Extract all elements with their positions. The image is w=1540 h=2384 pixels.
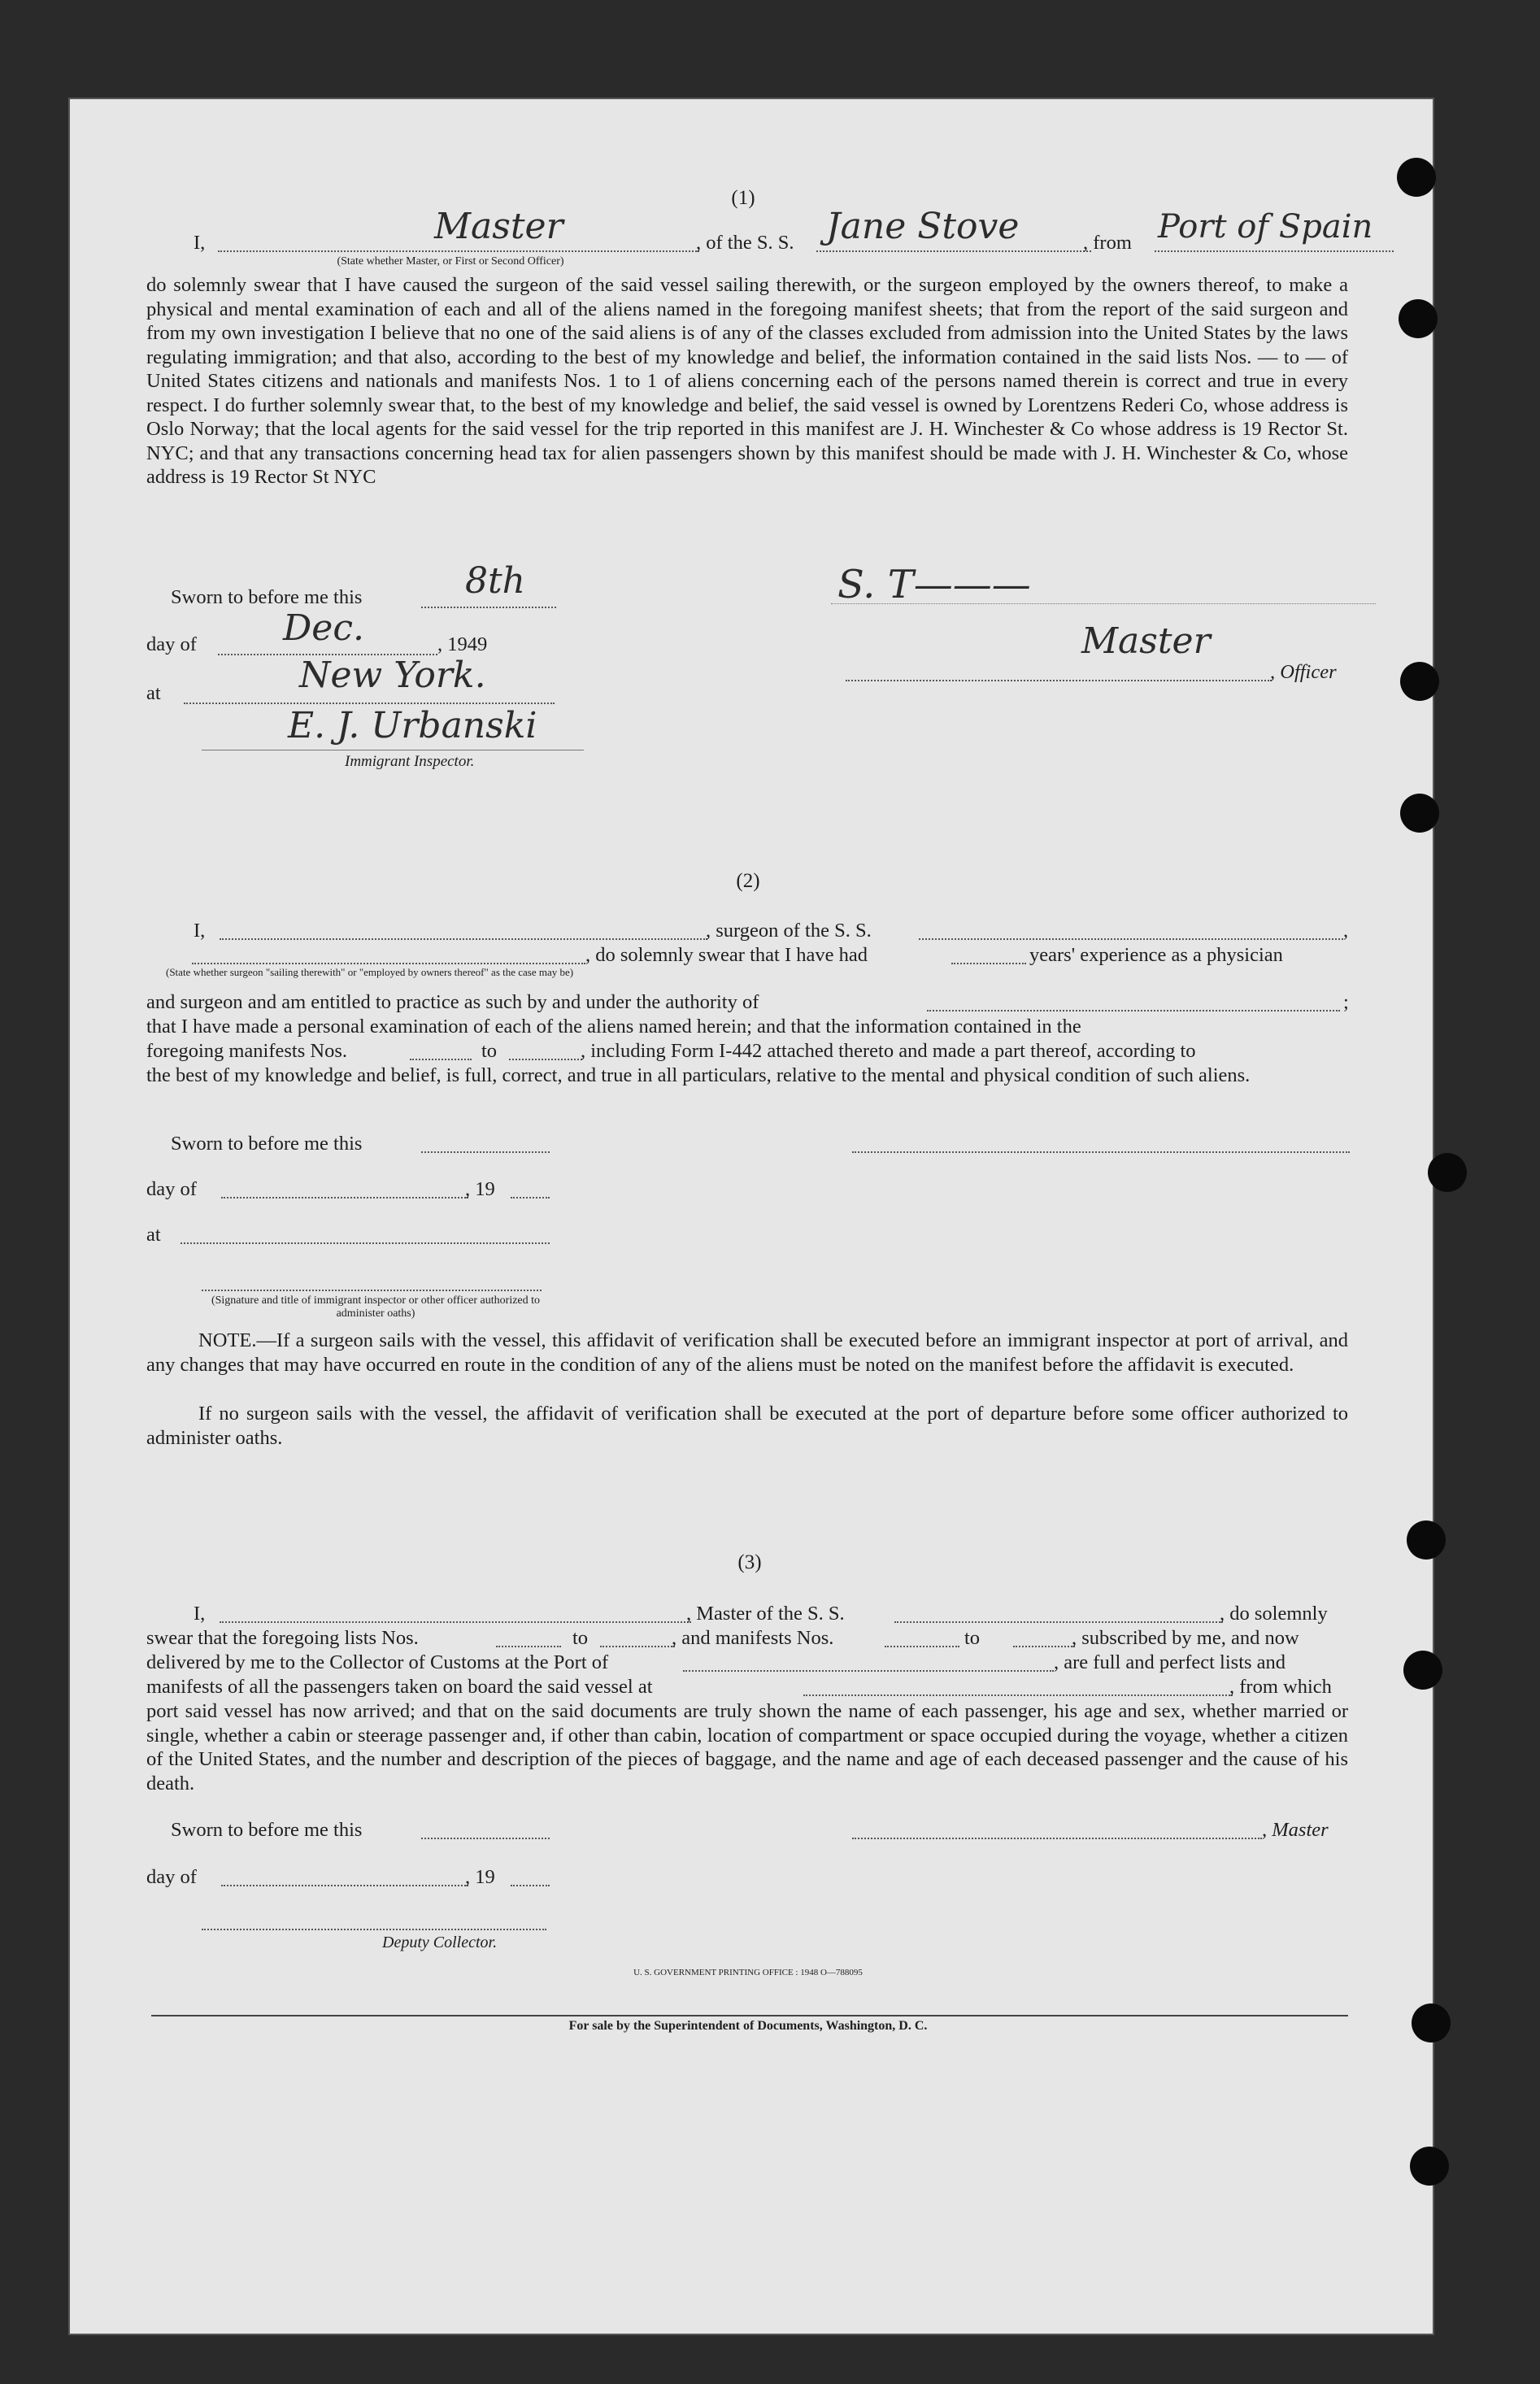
- note-text-1: —If a surgeon sails with the vessel, this affidavit of verification shall be executed before an immigrant inspector at port of arrival, and any changes that may have occurred en route in the condition of any of the aliens must be noted on the manifest before the affidavit is executed.: [146, 1329, 1348, 1376]
- inspector-signature: E. J. Urbanski: [288, 705, 537, 746]
- vessel-name-line: [816, 250, 1091, 252]
- s3-line1-prefix: I,: [194, 1603, 206, 1625]
- authority-line: [927, 1010, 1340, 1011]
- inspector-signature-note: (Signature and title of immigrant inspector or other officer authorized to administer oaths): [211, 1294, 541, 1320]
- officer-title-handwriting: Master: [1081, 620, 1211, 662]
- s2-line4: that I have made a personal examination of each of the aliens named herein; and that the information contained in the: [146, 1016, 1081, 1038]
- s3-master-signature-line: [852, 1838, 1262, 1839]
- s2-month-line: [221, 1197, 468, 1199]
- s3-vessel-line: [894, 1621, 1223, 1623]
- s3-month-line: [221, 1885, 468, 1886]
- sworn-place-handwriting: New York.: [299, 655, 486, 696]
- surgeon-name-line: [220, 938, 707, 940]
- s2-line1-prefix: I,: [194, 920, 206, 942]
- s2-sworn-day-line: [421, 1151, 550, 1153]
- s2-year-label: , 19: [465, 1178, 495, 1200]
- s2-at-label: at: [146, 1224, 161, 1246]
- s3-line2c: , and manifests Nos.: [672, 1627, 834, 1649]
- s3-master-label: , Master: [1262, 1819, 1329, 1841]
- punch-hole: [1399, 299, 1438, 338]
- manifest-from-line: [410, 1059, 472, 1060]
- s3-embark-line: [803, 1694, 1233, 1696]
- s2-signature-line: [852, 1151, 1350, 1153]
- s3-year-line: [511, 1885, 550, 1886]
- officer-rank-handwriting: Master: [434, 206, 563, 247]
- surgeon-status-line: [192, 963, 585, 964]
- port-handwriting: Port of Spain: [1158, 208, 1373, 246]
- s2-line5c: , including Form I-442 attached thereto and made a part thereof, according to: [581, 1040, 1196, 1062]
- s2-line3: and surgeon and am entitled to practice as such by and under the authority of: [146, 991, 759, 1013]
- s3-line2b: to: [572, 1627, 589, 1649]
- for-sale-line: For sale by the Superintendent of Documents, Washington, D. C.: [568, 2019, 928, 2033]
- s1-place-line: [184, 703, 555, 704]
- s3-lists-to-line: [600, 1646, 675, 1647]
- inspector-title: Immigrant Inspector.: [345, 753, 475, 770]
- s2-comma: ,: [1343, 920, 1349, 942]
- master-signature: S. T———: [837, 562, 1031, 607]
- s3-line4b: , from which: [1229, 1676, 1332, 1698]
- s1-sworn-day-line: [421, 607, 556, 608]
- s1-year-label: , 1949: [437, 633, 488, 655]
- s3-line2a: swear that the foregoing lists Nos.: [146, 1627, 419, 1649]
- s3-sworn-day-line: [421, 1838, 550, 1839]
- s1-line1-from-label: , from: [1083, 232, 1132, 254]
- officer-rank-note: (State whether Master, or First or Second Officer): [337, 255, 564, 268]
- section-3-body: port said vessel has now arrived; and that on the said documents are truly shown the name of each passenger, his age and sex, whether married or single, whether a cabin or steerage passenger and, if other than cabin, location of compartment or space occupied during the voyage, whether a citizen of the United States, and the number and description of the pieces of baggage, and the name and age of each deceased passenger and the cause of his death.: [146, 1700, 1348, 1795]
- s3-line3a: delivered by me to the Collector of Customs at the Port of: [146, 1651, 609, 1673]
- s2-line2: , do solemnly swear that I have had: [585, 944, 868, 966]
- s2-line5a: foregoing manifests Nos.: [146, 1040, 347, 1062]
- deputy-collector-label: Deputy Collector.: [382, 1934, 498, 1951]
- master-signature-line: [831, 603, 1376, 604]
- s3-sworn-label: Sworn to before me this: [171, 1819, 363, 1841]
- section-1-heading: (1): [731, 187, 755, 209]
- s3-line1-vessel: , Master of the S. S.: [686, 1603, 845, 1625]
- printing-office-line: U. S. GOVERNMENT PRINTING OFFICE : 1948 O—788095: [633, 1968, 863, 1977]
- punch-hole: [1410, 2147, 1449, 2186]
- s2-place-line: [181, 1242, 550, 1244]
- s1-line1-prefix: I,: [194, 232, 206, 254]
- s2-line6: the best of my knowledge and belief, is full, correct, and true in all particulars, relative to the mental and physical condition of such aliens.: [146, 1064, 1251, 1086]
- s1-at-label: at: [146, 682, 161, 704]
- section-2-heading: (2): [736, 870, 760, 892]
- punch-hole: [1400, 662, 1439, 701]
- section-3-heading: (3): [737, 1551, 762, 1573]
- vessel-name-handwriting: Jane Stove: [826, 206, 1020, 247]
- s3-line2e: , subscribed by me, and now: [1072, 1627, 1299, 1649]
- s1-sworn-label: Sworn to before me this: [171, 586, 363, 608]
- s3-lists-from-line: [496, 1646, 561, 1647]
- section-1-body: do solemnly swear that I have caused the surgeon of the said vessel sailing therewith, or the surgeon employed by the owners thereof, to make a physical and mental examination of each and all of the aliens named in the foregoing manifest sheets; that from the report of the said surgeon and from my own investigation I believe that no one of the said aliens is of any of the classes excluded from admission into the United States by the laws regulating immigration; and that also, according to the best of my knowledge and belief, the information contained in the said lists Nos. — to — of United States citizens and nationals and manifests Nos. 1 to 1 of aliens concerning each of the persons named therein is correct and true in every respect. I do further solemnly swear that, to the best of my knowledge and belief, the said vessel is owned by Lorentzens Rederi Co, whose address is Oslo Norway; that the local agents for the said vessel for the trip reported in this manifest are J. H. Winchester & Co whose address is 19 Rector St. NYC; and that any transactions concerning head tax for alien passengers shown by this manifest should be made with J. H. Winchester & Co, whose address is 19 Rector St NYC: [146, 274, 1348, 488]
- surgeon-status-note: (State whether surgeon "sailing therewith" or "employed by owners thereof" as the case may be): [166, 966, 574, 978]
- punch-hole: [1407, 1520, 1446, 1560]
- sworn-day-handwriting: 8th: [465, 560, 526, 602]
- s2-line5b: to: [481, 1040, 498, 1062]
- s2-dayof-label: day of: [146, 1178, 197, 1200]
- s3-master-name-line: [220, 1621, 691, 1623]
- s3-line2d: to: [964, 1627, 981, 1649]
- punch-hole: [1428, 1153, 1467, 1192]
- officer-rank-line: [218, 250, 699, 252]
- surgeon-vessel-line: [919, 938, 1343, 940]
- punch-hole: [1403, 1651, 1442, 1690]
- s3-dayof-label: day of: [146, 1866, 197, 1888]
- officer-title-line: [846, 680, 1272, 681]
- years-experience-line: [951, 963, 1026, 964]
- s3-line4a: manifests of all the passengers taken on board the said vessel at: [146, 1676, 653, 1698]
- s2-line2-end: years' experience as a physician: [1029, 944, 1283, 966]
- s2-sworn-label: Sworn to before me this: [171, 1133, 363, 1155]
- s2-inspector-line: [202, 1290, 542, 1291]
- punch-hole: [1400, 794, 1439, 833]
- s1-dayof-label: day of: [146, 633, 197, 655]
- s2-semicolon: ;: [1343, 991, 1349, 1013]
- s3-port-line: [683, 1670, 1054, 1672]
- punch-hole: [1397, 158, 1436, 197]
- s2-year-line: [511, 1197, 550, 1199]
- s3-line3b: , are full and perfect lists and: [1054, 1651, 1286, 1673]
- surgeon-note: [146, 1329, 1348, 1377]
- sworn-month-handwriting: Dec.: [283, 607, 364, 649]
- s2-line1-vessel-label: , surgeon of the S. S.: [706, 920, 872, 942]
- footer-rule: [151, 2015, 1348, 2016]
- manifest-to-line: [509, 1059, 582, 1060]
- s3-manifest-from-line: [885, 1646, 959, 1647]
- surgeon-note-2: If no surgeon sails with the vessel, the affidavit of verification shall be executed at the port of departure before some officer authorized to administer oaths.: [146, 1403, 1348, 1449]
- s3-line1-end: , do solemnly: [1220, 1603, 1328, 1625]
- s3-manifest-to-line: [1013, 1646, 1075, 1647]
- note-label: NOTE.: [198, 1329, 257, 1351]
- punch-hole: [1412, 2003, 1451, 2042]
- s1-line1-vessel-label: , of the S. S.: [696, 232, 794, 254]
- s3-year-label: , 19: [465, 1866, 495, 1888]
- port-line: [1155, 250, 1394, 252]
- officer-label: , Officer: [1270, 661, 1337, 683]
